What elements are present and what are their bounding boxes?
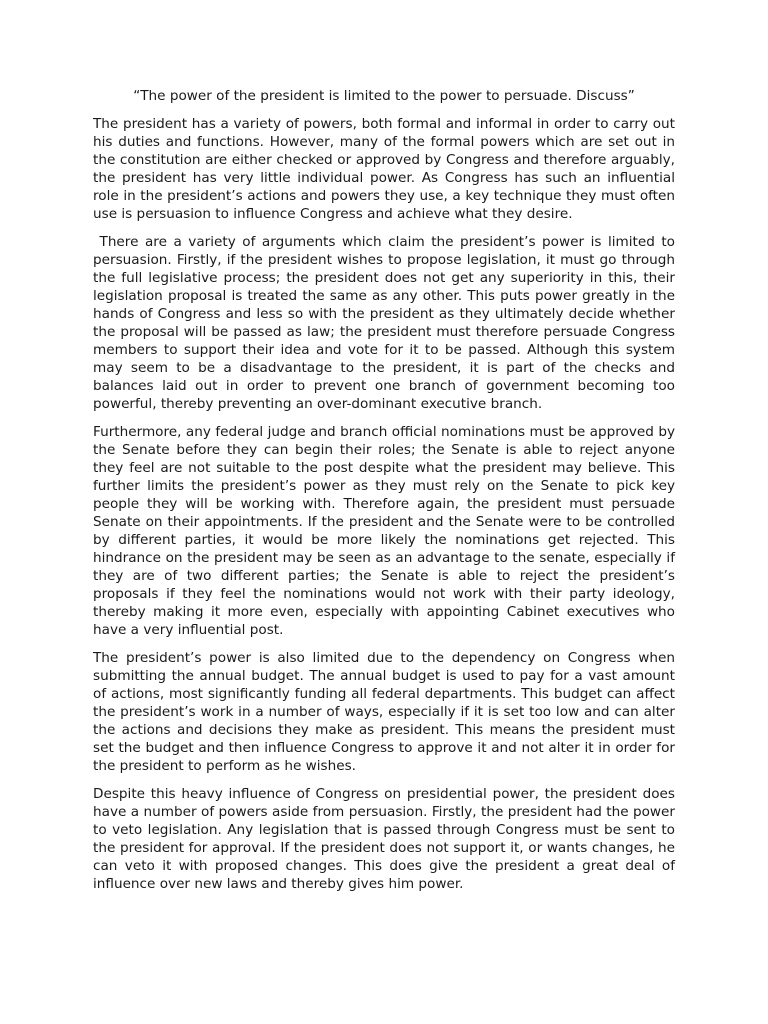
paragraph-3: Furthermore, any federal judge and branch official nominations must be approved by the Senate before they can begin their roles; the Senate is able to reject anyone they feel are not suitable to the post despite what the president may believe. This further limits the president’s power as they must rely on the Senate to pick key people they will be working with. Therefore again, the president must persuade Senate on their appointments. If the president and the Senate were to be controlled by different parties, it would be more likely the nominations get rejected. This hindrance on the president may be seen as an advantage to the senate, especially if they are of two different parties; the Senate is able to reject the president’s proposals if they feel the nominations would not work with their party ideology, thereby making it more even, especially with appointing Cabinet executives who have a very influential post. [93, 424, 680, 638]
document-title: “The power of the president is limited to the power to persuade. Discuss” [133, 88, 635, 104]
paragraph-4: The president’s power is also limited due to the dependency on Congress when submitting the annual budget. The annual budget is used to pay for a vast amount of actions, most significantly funding all federal departments. This budget can affect the president’s work in a number of ways, especially if it is set too low and can alter the actions and decisions they make as president. This means the president must set the budget and then influence Congress to approve it and not alter it in order for the president to perform as he wishes. [93, 650, 680, 774]
document-page [93, 87, 680, 903]
paragraph-1: The president has a variety of powers, both formal and informal in order to carry out his duties and functions. However, many of the formal powers which are set out in the constitution are either checked or approved by Congress and therefore arguably, the president has very little individual power. As Congress has such an influential role in the president’s actions and powers they use, a key technique they must often use is persuasion to influence Congress and achieve what they desire. [93, 116, 680, 222]
paragraph-5: Despite this heavy influence of Congress on presidential power, the president does have a number of powers aside from persuasion. Firstly, the president had the power to veto legislation. Any legislation that is passed through Congress must be sent to the president for approval. If the president does not support it, or wants changes, he can veto it with proposed changes. This does give the president a great deal of influence over new laws and thereby gives him power. [93, 786, 680, 892]
paragraph-2: There are a variety of arguments which claim the president’s power is limited to persuasion. Firstly, if the president wishes to propose legislation, it must go through the full legislative process; the president does not get any superiority in this, their legislation proposal is treated the same as any other. This puts power greatly in the hands of Congress and less so with the president as they ultimately decide whether the proposal will be passed as law; the president must therefore persuade Congress members to support their idea and vote for it to be passed. Although this system may seem to be a disadvantage to the president, it is part of the checks and balances laid out in order to prevent one branch of government becoming too powerful, thereby preventing an over-dominant executive branch. [93, 234, 680, 412]
